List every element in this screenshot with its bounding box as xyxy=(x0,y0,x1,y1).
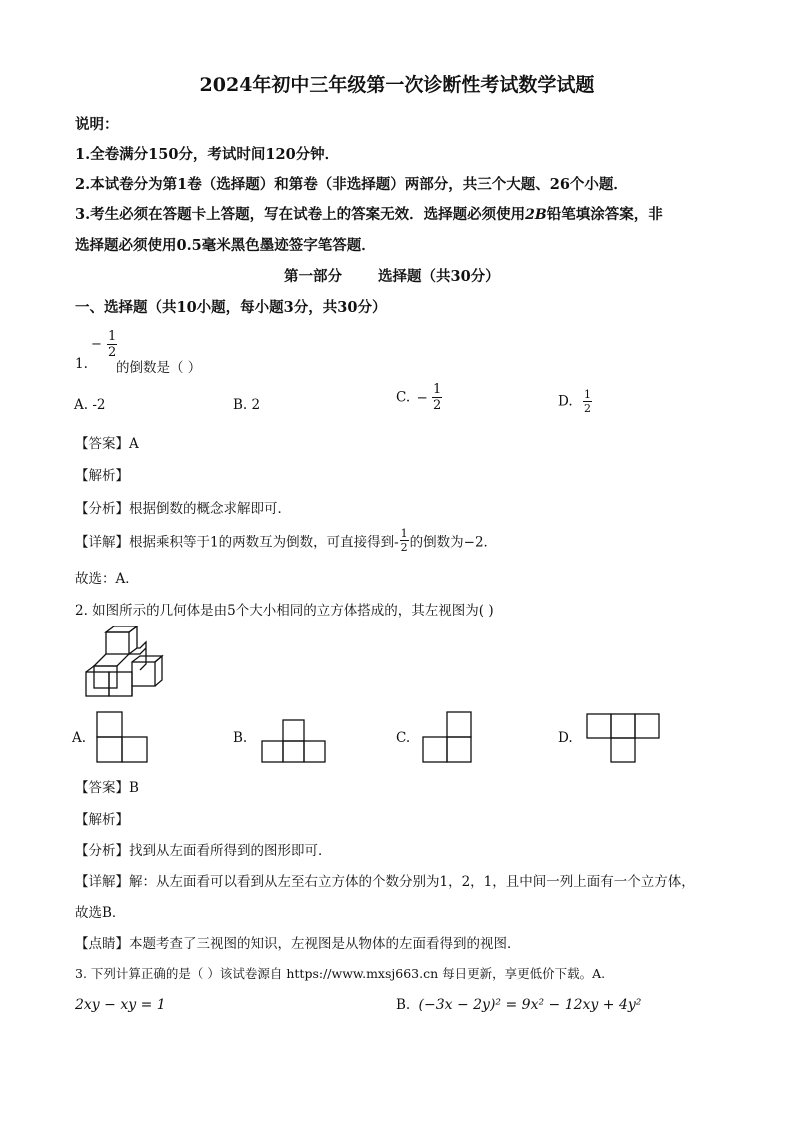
q1-jiexi: 【解析】 xyxy=(75,468,129,484)
q2-analysis: 【分析】找到从左面看所得到的图形即可． xyxy=(75,843,332,859)
notes-heading: 说明： xyxy=(75,116,119,133)
note-1: 1.全卷满分150分，考试时间120分钟． xyxy=(75,146,340,163)
q1-number: 1. xyxy=(75,356,88,372)
top-cube-front-face xyxy=(106,632,129,654)
q1-option-c-num: 1 xyxy=(433,382,442,397)
q1-frac-den: 2 xyxy=(108,345,117,360)
q1-stem: 的倒数是（ ） xyxy=(116,360,202,376)
q1-minus: − xyxy=(91,337,102,352)
q2-comment: 【点睛】本题考查了三视图的知识，左视图是从物体的左面看得到的视图． xyxy=(75,936,521,952)
front-mid-cube xyxy=(109,672,132,696)
q3-option-b-expr: (−3x − 2y)² = 9x² − 12xy + 4y² xyxy=(418,997,642,1013)
q1-option-c-den: 2 xyxy=(433,398,442,413)
q1-option-d-den: 2 xyxy=(583,402,591,415)
right-back-top xyxy=(129,648,146,654)
left-bottom-cube-back xyxy=(94,666,117,688)
q1-fraction xyxy=(91,330,117,359)
q2-option-c-figure xyxy=(422,711,472,763)
page-title: 2024年初中三年级第一次诊断性考试数学试题 xyxy=(199,74,595,96)
q2-solid-figure xyxy=(82,626,168,700)
q1-option-c-sign: − xyxy=(416,389,428,406)
q1-answer: 【答案】A xyxy=(75,436,139,452)
q1-frac-num: 1 xyxy=(108,329,117,344)
q3-option-b xyxy=(396,997,641,1013)
q2-answer-value: B xyxy=(129,780,139,796)
front-left-cube xyxy=(86,672,109,696)
q1-option-c xyxy=(396,383,442,412)
q2-option-b-label: B. xyxy=(233,730,248,746)
top-cube-side-face xyxy=(129,626,137,654)
q3-option-a: 2xy − xy = 1 xyxy=(75,997,166,1013)
q2-choice: 故选B． xyxy=(75,905,126,921)
note-3-text-a: 3.考生必须在答题卡上答题，写在试卷上的答案无效．选择题必须使用 xyxy=(75,206,526,223)
part1-label: 第一部分 xyxy=(284,268,342,285)
q1-option-a: A. -2 xyxy=(74,397,106,413)
note-3 xyxy=(75,203,663,224)
q1-detail: 【详解】根据乘积等于1的两数互为倒数，可直接得到- $\frac{1}{2}$ 的倒数为−2． xyxy=(75,527,498,554)
q1-analysis: 【分析】根据倒数的概念求解即可． xyxy=(75,501,291,517)
q2-option-a-label: A. xyxy=(72,730,87,746)
q2-option-d-figure xyxy=(586,713,662,763)
q2-option-a-figure xyxy=(96,711,148,763)
q1-option-d xyxy=(558,389,592,414)
q2-answer: 【答案】B xyxy=(75,780,139,796)
note-3-continued: 选择题必须使用0.5毫米黑色墨迹签字笔答题． xyxy=(75,237,376,254)
q1-choice: 故选：A． xyxy=(75,571,139,587)
q2-option-b-figure xyxy=(261,719,327,763)
q2-option-d-label: D. xyxy=(558,730,573,746)
q2-option-c-label: C. xyxy=(396,730,411,746)
note-3-text-c: 铅笔填涂答案，非 xyxy=(546,206,663,223)
q2-stem: 2. 如图所示的几何体是由5个大小相同的立方体搭成的，其左视图为( ) xyxy=(75,603,494,619)
q1-answer-value: A xyxy=(129,436,139,452)
mid-top-face xyxy=(94,654,129,666)
q1-option-d-label: D. xyxy=(558,393,573,410)
q2-jiexi: 【解析】 xyxy=(75,812,129,828)
note-2: 2.本试卷分为第1卷（选择题）和第卷（非选择题）两部分，共三个大题、26个小题． xyxy=(75,176,628,193)
q2-detail: 【详解】解：从左面看可以看到从左至右立方体的个数分别为1，2，1，且中间一列上面有一个立方体， xyxy=(75,874,695,890)
note-3-pencil: 2B xyxy=(525,207,547,223)
q1-option-c-label: C. xyxy=(396,389,411,406)
q3-option-b-label: B. xyxy=(396,997,411,1013)
q3-stem: 3. 下列计算正确的是（ ）该试卷源自 https://www.mxsj663.cn 每日更新，享更低价下载。A. xyxy=(75,966,606,981)
section1-heading: 一、选择题（共10小题，每小题3分，共30分） xyxy=(75,299,387,316)
q1-option-b: B. 2 xyxy=(233,397,261,413)
q1-option-d-num: 1 xyxy=(583,388,591,401)
part1-name: 选择题（共30分） xyxy=(378,268,500,285)
